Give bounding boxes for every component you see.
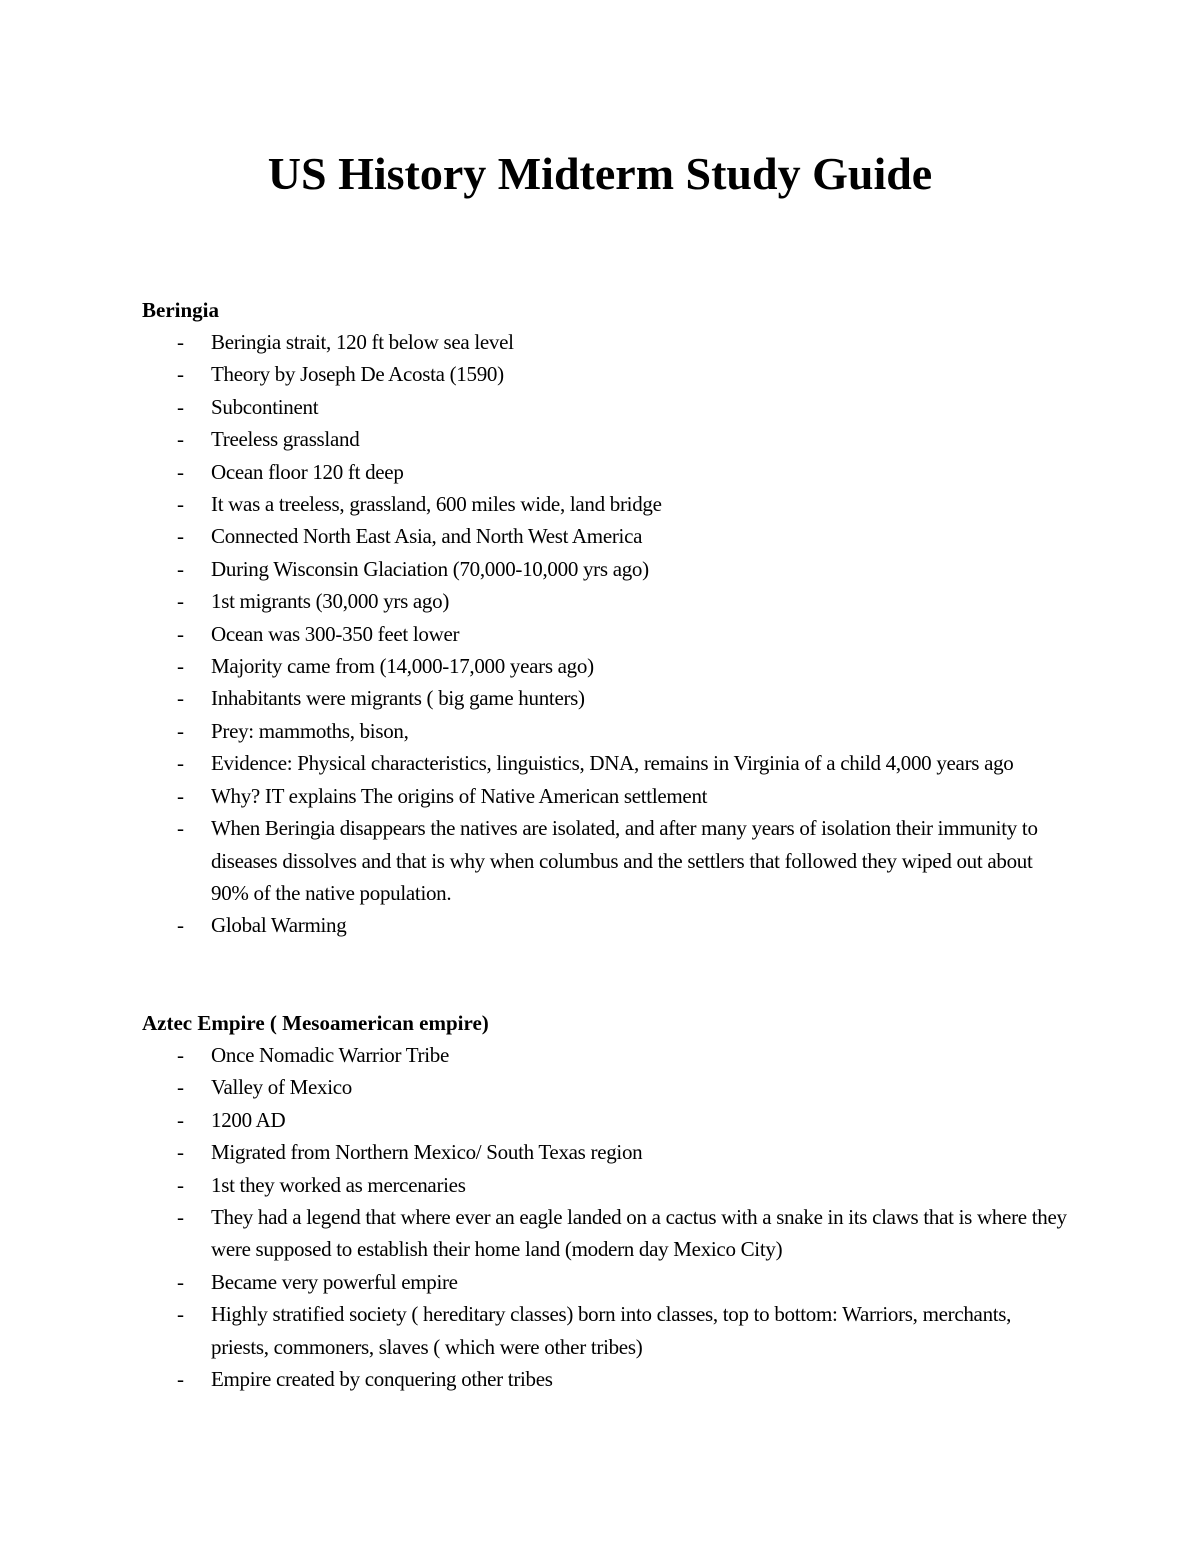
list-item-text: Subcontinent <box>211 394 319 419</box>
list-item <box>142 520 1072 552</box>
bullet-list-beringia <box>142 326 1072 942</box>
bullet-dash: - <box>177 492 184 517</box>
list-item <box>142 780 1072 812</box>
bullet-dash: - <box>177 459 184 484</box>
list-item <box>142 1104 1072 1136</box>
list-item-text: When Beringia disappears the natives are isolated, and after many years of isolation their immunity to diseases dissolves and that is why when columbus and the settlers that followed they wiped out about 90% of the native population. <box>211 816 1038 905</box>
bullet-dash: - <box>177 1140 184 1165</box>
section-heading-beringia: Beringia <box>142 298 219 322</box>
list-item-text: Beringia strait, 120 ft below sea level <box>211 330 514 354</box>
list-item-text: Empire created by conquering other tribes <box>211 1367 553 1392</box>
bullet-dash: - <box>177 913 184 938</box>
document-title: US History Midterm Study Guide <box>267 148 933 199</box>
bullet-dash: - <box>177 686 184 711</box>
bullet-dash: - <box>177 1043 184 1067</box>
list-item <box>142 1071 1072 1103</box>
bullet-dash: - <box>177 1269 184 1294</box>
list-item <box>142 1039 1072 1071</box>
bullet-dash: - <box>177 1367 184 1392</box>
bullet-dash: - <box>177 654 184 679</box>
list-item-text: They had a legend that where ever an eagle landed on a cactus with a snake in its claws that is where they were supposed to establish their home land (modern day Mexico City) <box>211 1205 1067 1262</box>
bullet-dash: - <box>177 1107 184 1132</box>
list-item-text: 1st migrants (30,000 yrs ago) <box>211 589 450 614</box>
list-item <box>142 1136 1072 1168</box>
list-item <box>142 391 1072 423</box>
bullet-dash: - <box>177 816 184 841</box>
bullet-dash: - <box>177 1172 184 1197</box>
list-item <box>142 585 1072 617</box>
bullet-dash: - <box>177 751 184 776</box>
bullet-dash: - <box>177 1205 184 1230</box>
list-item-text: Majority came from (14,000-17,000 years ago) <box>211 654 594 679</box>
section-heading-aztec-empire: Aztec Empire ( Mesoamerican empire) <box>142 1011 489 1035</box>
list-item-text: During Wisconsin Glaciation (70,000-10,000 yrs ago) <box>211 556 649 581</box>
list-item-text: Treeless grassland <box>211 427 360 452</box>
list-item <box>142 650 1072 682</box>
list-item <box>142 1201 1072 1266</box>
list-item <box>142 1266 1072 1298</box>
section-beringia <box>142 294 1072 942</box>
list-item-text: Valley of Mexico <box>211 1075 352 1100</box>
bullet-dash: - <box>177 783 184 808</box>
list-item <box>142 812 1072 909</box>
bullet-dash: - <box>177 394 184 419</box>
bullet-list-aztec-empire <box>142 1039 1072 1395</box>
list-item <box>142 326 1072 358</box>
list-item <box>142 456 1072 488</box>
bullet-dash: - <box>177 362 184 387</box>
list-item-text: Evidence: Physical characteristics, linguistics, DNA, remains in Virginia of a child 4,000 years ago <box>211 751 1014 776</box>
list-item-text: Ocean floor 120 ft deep <box>211 459 404 484</box>
bullet-dash: - <box>177 427 184 452</box>
bullet-dash: - <box>177 524 184 549</box>
list-item <box>142 682 1072 714</box>
bullet-dash: - <box>177 589 184 614</box>
list-item <box>142 1298 1072 1363</box>
bullet-dash: - <box>177 1302 184 1327</box>
bullet-dash: - <box>177 556 184 581</box>
list-item-text: Became very powerful empire <box>211 1269 458 1294</box>
list-item <box>142 358 1072 390</box>
list-item-text: Highly stratified society ( hereditary classes) born into classes, top to bottom: Warriors, merchants, priests, commoners, slaves ( which were other tribes) <box>211 1302 1012 1359</box>
list-item <box>142 1363 1072 1395</box>
list-item-text: It was a treeless, grassland, 600 miles wide, land bridge <box>211 492 662 517</box>
list-item <box>142 747 1072 779</box>
list-item-text: Migrated from Northern Mexico/ South Texas region <box>211 1140 643 1165</box>
list-item <box>142 553 1072 585</box>
list-item <box>142 488 1072 520</box>
list-item-text: 1st they worked as mercenaries <box>211 1172 466 1197</box>
list-item <box>142 423 1072 455</box>
section-aztec-empire <box>142 1007 1072 1395</box>
list-item-text: Once Nomadic Warrior Tribe <box>211 1043 449 1067</box>
bullet-dash: - <box>177 1075 184 1100</box>
list-item <box>142 618 1072 650</box>
list-item-text: 1200 AD <box>211 1107 286 1132</box>
bullet-dash: - <box>177 330 184 354</box>
bullet-dash: - <box>177 718 184 743</box>
list-item-text: Theory by Joseph De Acosta (1590) <box>211 362 504 387</box>
list-item-text: Prey: mammoths, bison, <box>211 718 409 743</box>
list-item <box>142 909 1072 941</box>
list-item-text: Why? IT explains The origins of Native American settlement <box>211 783 708 808</box>
list-item <box>142 1169 1072 1201</box>
bullet-dash: - <box>177 621 184 646</box>
list-item-text: Inhabitants were migrants ( big game hunters) <box>211 686 585 711</box>
list-item-text: Ocean was 300-350 feet lower <box>211 621 460 646</box>
list-item <box>142 715 1072 747</box>
list-item-text: Global Warming <box>211 913 347 938</box>
list-item-text: Connected North East Asia, and North West America <box>211 524 643 549</box>
